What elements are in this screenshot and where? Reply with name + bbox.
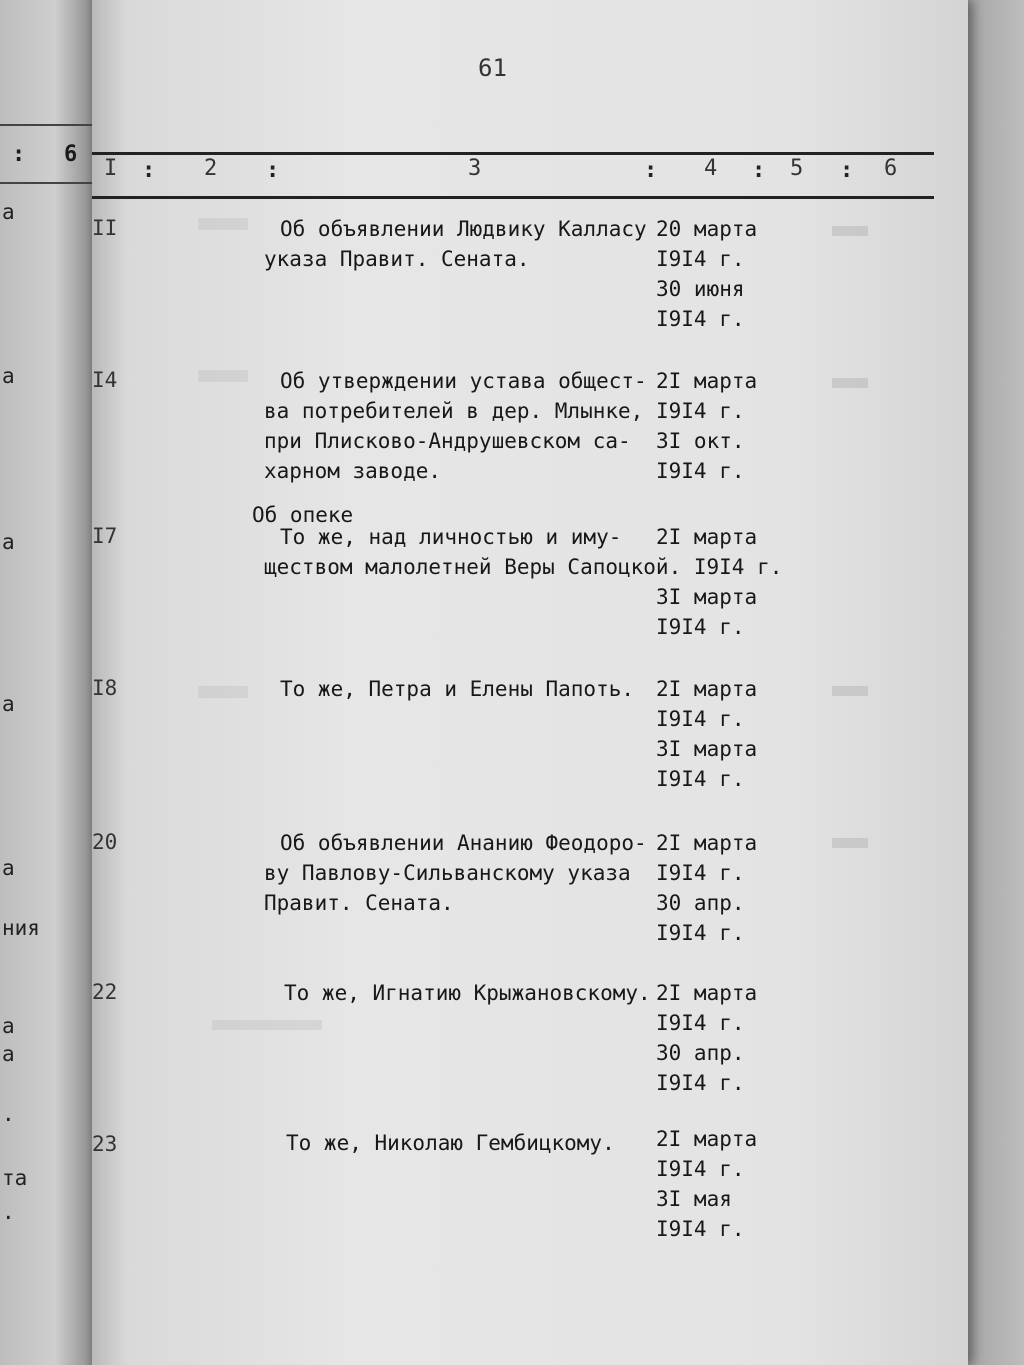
date-end: 30 апр. (656, 891, 745, 915)
entry-number: I4 (92, 368, 118, 392)
entry-text (264, 828, 647, 918)
left-page-fragment: та (2, 1166, 28, 1190)
date-end-year: I9I4 г. (656, 767, 745, 791)
date-start-year: I9I4 г. (656, 707, 745, 731)
entry-dates (656, 366, 757, 486)
header-rule-bottom (92, 196, 934, 199)
entry-text-line: То же, Петра и Елены Папоть. (280, 677, 635, 701)
handwritten-insertion: Об опеке (252, 503, 354, 527)
entry-dates (656, 1124, 757, 1244)
date-start: 20 марта (656, 217, 758, 241)
bleed-through (198, 686, 248, 698)
left-page-fragment: а (2, 1042, 15, 1066)
entry-text-line: при Плисково-Андрушевском са- (264, 429, 631, 453)
entry-text-line: харном заводе. (264, 459, 442, 483)
column-separator: : (142, 158, 156, 183)
entry-number: I7 (92, 524, 118, 548)
bleed-through (212, 1020, 322, 1030)
date-start: 2I марта (656, 525, 758, 549)
left-header-col: 6 (64, 142, 90, 167)
bleed-through (832, 378, 868, 388)
date-start: 2I марта (656, 831, 758, 855)
left-page-fragment: . (2, 1102, 15, 1126)
bleed-through (832, 226, 868, 236)
entry-text (264, 366, 647, 486)
left-page-rule-top (0, 124, 92, 126)
column-header-4: 4 (704, 156, 718, 181)
date-end-year: I9I4 г. (656, 1217, 745, 1241)
date-start-year: I9I4 г. (656, 861, 745, 885)
column-header-2: 2 (204, 156, 218, 181)
entry-text-line: ществом малолетней Веры Сапоцкой. I9I4 г. (264, 555, 783, 579)
left-page-fragment: а (2, 530, 15, 554)
entry-text-line: ву Павлову-Сильванскому указа (264, 861, 631, 885)
date-start-year (656, 552, 757, 582)
entry-text-line: Об объявлении Людвику Калласу (280, 217, 647, 241)
date-start: 2I марта (656, 981, 758, 1005)
entry-number: I8 (92, 676, 118, 700)
date-end: 3I окт. (656, 429, 745, 453)
date-end: 3I мая (656, 1187, 732, 1211)
column-header-6: 6 (884, 156, 898, 181)
left-header-separator: : (12, 142, 38, 167)
bleed-through (198, 218, 248, 230)
column-header-3: 3 (468, 156, 482, 181)
date-end-year: I9I4 г. (656, 921, 745, 945)
column-separator: : (752, 158, 766, 183)
entry-number: 22 (92, 980, 118, 1004)
date-end-year: I9I4 г. (656, 1071, 745, 1095)
date-end: 3I марта (656, 737, 758, 761)
date-start-year: I9I4 г. (656, 1157, 745, 1181)
left-page-fragment: а (2, 364, 15, 388)
date-end-year: I9I4 г. (656, 459, 745, 483)
entry-text (264, 214, 647, 274)
entry-text-line: То же, Николаю Гембицкому. (286, 1131, 615, 1155)
left-page-fragment: а (2, 692, 15, 716)
entry-text-line: указа Правит. Сената. (264, 247, 530, 271)
left-page-fragment: . (2, 1200, 15, 1224)
entry-text-line: ва потребителей в дер. Млынке, (264, 399, 644, 423)
left-page-fragment: а (2, 1014, 15, 1038)
left-facing-page (0, 0, 100, 1365)
date-end-year: I9I4 г. (656, 307, 745, 331)
column-separator: : (644, 158, 658, 183)
page-number: 61 (478, 54, 507, 82)
left-page-fragment: а (2, 200, 15, 224)
column-separator: : (266, 158, 280, 183)
left-page-fragment: а (2, 856, 15, 880)
date-start: 2I марта (656, 369, 758, 393)
date-end: 30 июня (656, 277, 745, 301)
date-start: 2I марта (656, 677, 758, 701)
bleed-through (832, 686, 868, 696)
entry-dates (656, 828, 757, 948)
entry-text (280, 674, 634, 704)
bleed-through (832, 838, 868, 848)
date-end-year: I9I4 г. (656, 615, 745, 639)
entry-text (284, 978, 651, 1008)
column-separator: : (840, 158, 854, 183)
entry-text-line: То же, Игнатию Крыжановскому. (284, 981, 651, 1005)
entry-number: 20 (92, 830, 118, 854)
date-start-year: I9I4 г. (656, 399, 745, 423)
date-end: 30 апр. (656, 1041, 745, 1065)
bleed-through (198, 370, 248, 382)
entry-text-line: То же, над личностью и иму- (280, 525, 622, 549)
entry-dates (656, 214, 757, 334)
entry-dates (656, 674, 757, 794)
left-page-rule-bottom (0, 182, 92, 184)
date-start: 2I марта (656, 1127, 758, 1151)
header-rule-top (92, 152, 934, 155)
column-header-5: 5 (790, 156, 804, 181)
entry-text (286, 1128, 615, 1158)
entry-number: 23 (92, 1132, 118, 1156)
entry-text-line: Правит. Сената. (264, 891, 454, 915)
date-start-year: I9I4 г. (656, 247, 745, 271)
entry-text-line: Об утверждении устава общест- (280, 369, 647, 393)
entry-dates (656, 522, 757, 642)
entry-number: II (92, 216, 118, 240)
column-header-1: I (104, 156, 118, 181)
left-page-fragment: ния (2, 916, 40, 940)
date-start-year: I9I4 г. (656, 1011, 745, 1035)
entry-dates (656, 978, 757, 1098)
date-end: 3I марта (656, 585, 758, 609)
entry-text-line: Об объявлении Ананию Феодоро- (280, 831, 647, 855)
